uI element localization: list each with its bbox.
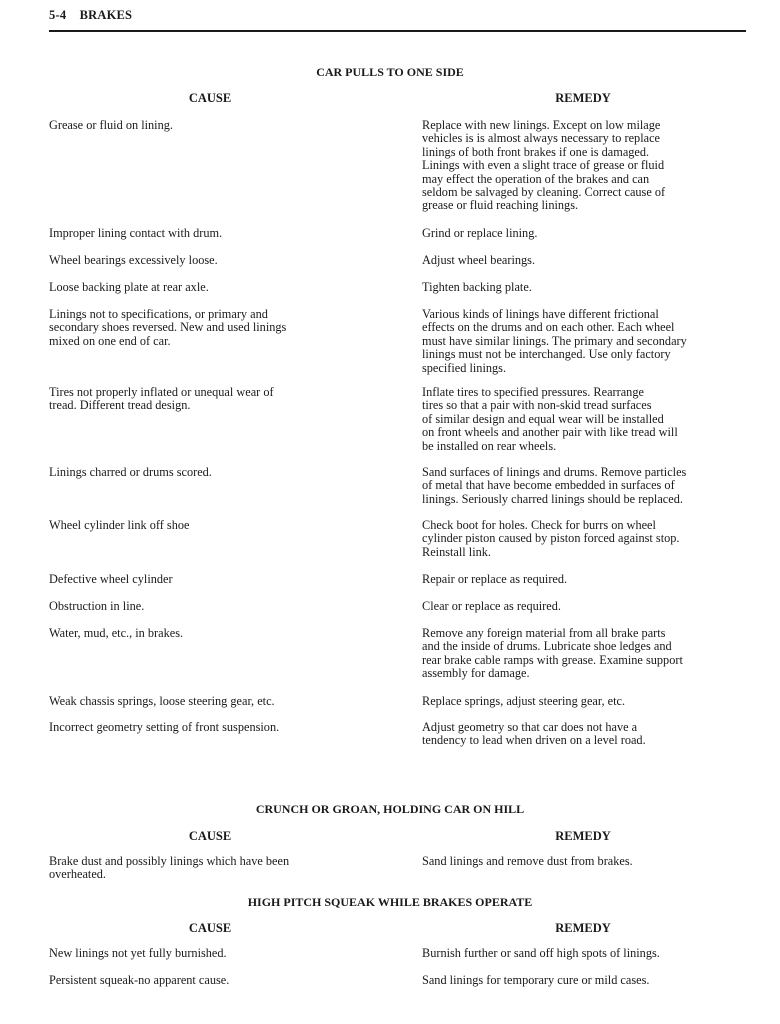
remedy-text-line: cylinder piston caused by piston forced against stop. xyxy=(422,531,680,546)
remedy-text-line: and the inside of drums. Lubricate shoe ledges and xyxy=(422,639,672,654)
remedy-text-line: seldom be salvaged by cleaning. Correct cause of xyxy=(422,185,666,200)
cause-text-line: Obstruction in line. xyxy=(49,599,145,613)
cause-cell xyxy=(49,600,311,613)
cause-cell xyxy=(49,281,311,294)
remedy-column-heading: REMEDY xyxy=(555,829,611,843)
remedy-text-line: Sand linings for temporary cure or mild cases. xyxy=(422,973,650,987)
remedy-cell xyxy=(422,386,722,453)
remedy-cell xyxy=(422,308,722,375)
remedy-text-line: linings. Seriously charred linings should be replaced. xyxy=(422,491,683,506)
remedy-text-line: Inflate tires to specified pressures. Rearrange xyxy=(422,385,644,399)
cause-text-line: Defective wheel cylinder xyxy=(49,572,173,586)
remedy-cell xyxy=(422,627,722,681)
cause-column-heading: CAUSE xyxy=(188,91,232,105)
remedy-text-line: specified linings. xyxy=(422,360,507,375)
cause-column-heading: CAUSE xyxy=(188,921,232,935)
remedy-text-line: must have similar linings. The primary and secondary xyxy=(422,333,687,348)
remedy-text-line: rear brake cable ramps with grease. Examine support xyxy=(422,652,683,667)
remedy-cell xyxy=(422,855,722,868)
cause-text-line: Grease or fluid on lining. xyxy=(49,118,173,132)
remedy-cell xyxy=(422,227,722,240)
header-rule xyxy=(49,30,746,32)
remedy-text-line: Grind or replace lining. xyxy=(422,226,538,240)
cause-text-line: overheated. xyxy=(49,867,107,882)
remedy-cell xyxy=(422,119,722,213)
remedy-text-line: Tighten backing plate. xyxy=(422,280,532,294)
cause-cell xyxy=(49,119,311,132)
cause-text-line: secondary shoes reversed. New and used linings xyxy=(49,320,287,335)
cause-cell xyxy=(49,855,311,882)
remedy-text-line: Burnish further or sand off high spots of linings. xyxy=(422,946,660,960)
remedy-text-line: Reinstall link. xyxy=(422,544,491,559)
cause-cell xyxy=(49,466,311,479)
remedy-text-line: on front wheels and another pair with like tread will xyxy=(422,425,678,440)
cause-text-line: Wheel cylinder link off shoe xyxy=(49,518,190,532)
cause-cell xyxy=(49,721,311,734)
remedy-column-heading: REMEDY xyxy=(555,91,611,105)
cause-text-line: Water, mud, etc., in brakes. xyxy=(49,626,184,640)
cause-cell xyxy=(49,573,311,586)
remedy-cell xyxy=(422,695,722,708)
remedy-cell xyxy=(422,254,722,267)
cause-cell xyxy=(49,695,311,708)
section-title: CAR PULLS TO ONE SIDE xyxy=(316,65,464,79)
remedy-cell xyxy=(422,947,722,960)
cause-text-line: Wheel bearings excessively loose. xyxy=(49,253,218,267)
cause-text-line: Linings not to specifications, or primary and xyxy=(49,307,268,321)
remedy-text-line: linings must not be interchanged. Use only factory xyxy=(422,347,671,362)
cause-text-line: tread. Different tread design. xyxy=(49,398,191,413)
remedy-text-line: Adjust wheel bearings. xyxy=(422,253,536,267)
cause-cell xyxy=(49,974,311,987)
cause-cell xyxy=(49,627,311,640)
remedy-text-line: Check boot for holes. Check for burrs on wheel xyxy=(422,518,656,532)
cause-text-line: Brake dust and possibly linings which have been xyxy=(49,854,290,868)
cause-text-line: Incorrect geometry setting of front suspension. xyxy=(49,720,280,734)
remedy-cell xyxy=(422,600,722,613)
remedy-text-line: vehicles is is almost always necessary to replace xyxy=(422,131,661,146)
page-header xyxy=(49,8,132,23)
cause-text-line: Linings charred or drums scored. xyxy=(49,465,212,479)
cause-text-line: mixed on one end of car. xyxy=(49,333,171,348)
remedy-text-line: Remove any foreign material from all brake parts xyxy=(422,626,666,640)
remedy-text-line: may effect the operation of the brakes and can xyxy=(422,171,650,186)
remedy-text-line: Adjust geometry so that car does not have a xyxy=(422,720,638,734)
remedy-text-line: Linings with even a slight trace of grease or fluid xyxy=(422,158,665,173)
cause-cell xyxy=(49,227,311,240)
remedy-text-line: Replace with new linings. Except on low milage xyxy=(422,118,661,132)
cause-text-line: Improper lining contact with drum. xyxy=(49,226,223,240)
cause-cell xyxy=(49,947,311,960)
remedy-text-line: effects on the drums and on each other. Each wheel xyxy=(422,320,675,335)
cause-column-heading: CAUSE xyxy=(188,829,232,843)
chapter-title: BRAKES xyxy=(79,8,133,22)
remedy-text-line: assembly for damage. xyxy=(422,666,530,681)
remedy-text-line: linings of both front brakes if one is damaged. xyxy=(422,144,650,159)
cause-text-line: New linings not yet fully burnished. xyxy=(49,946,227,960)
remedy-cell xyxy=(422,519,722,559)
remedy-cell xyxy=(422,466,722,506)
cause-text-line: Weak chassis springs, loose steering gear, etc. xyxy=(49,694,275,708)
cause-text-line: Loose backing plate at rear axle. xyxy=(49,280,209,294)
page-number: 5-4 xyxy=(49,8,67,22)
remedy-cell xyxy=(422,974,722,987)
remedy-cell xyxy=(422,573,722,586)
remedy-text-line: Repair or replace as required. xyxy=(422,572,568,586)
cause-text-line: Persistent squeak-no apparent cause. xyxy=(49,973,230,987)
remedy-cell xyxy=(422,721,722,748)
section-title: CRUNCH OR GROAN, HOLDING CAR ON HILL xyxy=(255,802,525,816)
remedy-text-line: Various kinds of linings have different frictional xyxy=(422,307,659,321)
remedy-cell xyxy=(422,281,722,294)
cause-cell xyxy=(49,519,311,532)
cause-cell xyxy=(49,386,311,413)
cause-text-line: Tires not properly inflated or unequal wear of xyxy=(49,385,274,399)
remedy-text-line: of metal that have become embedded in surfaces of xyxy=(422,478,675,493)
remedy-text-line: grease or fluid reaching linings. xyxy=(422,198,579,213)
remedy-text-line: tendency to lead when driven on a level road. xyxy=(422,733,646,748)
section-title: HIGH PITCH SQUEAK WHILE BRAKES OPERATE xyxy=(247,895,533,909)
remedy-text-line: tires so that a pair with non-skid tread surfaces xyxy=(422,398,652,413)
remedy-text-line: Sand surfaces of linings and drums. Remove particles xyxy=(422,465,687,479)
remedy-text-line: Clear or replace as required. xyxy=(422,599,561,613)
remedy-text-line: of similar design and equal wear will be installed xyxy=(422,411,664,426)
remedy-text-line: Sand linings and remove dust from brakes. xyxy=(422,854,633,868)
cause-cell xyxy=(49,308,311,348)
remedy-text-line: be installed on rear wheels. xyxy=(422,438,557,453)
remedy-text-line: Replace springs, adjust steering gear, etc. xyxy=(422,694,626,708)
cause-cell xyxy=(49,254,311,267)
remedy-column-heading: REMEDY xyxy=(555,921,611,935)
